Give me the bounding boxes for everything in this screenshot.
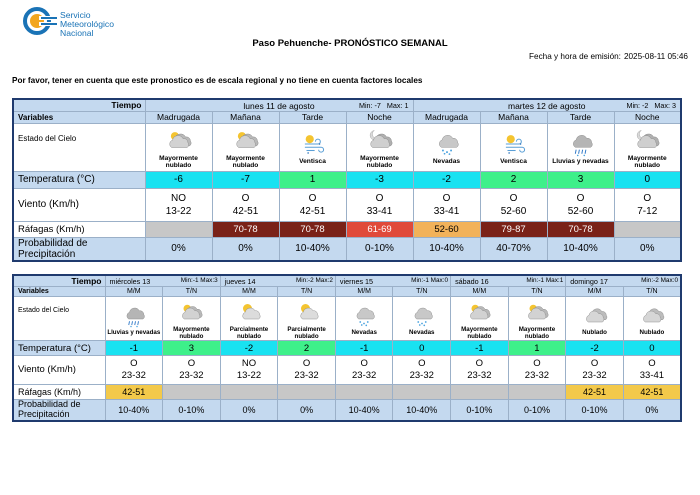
- wind-cell: [279, 188, 346, 221]
- page-title: Paso Pehuenche- PRONÓSTICO SEMANAL: [252, 38, 448, 49]
- emission-value: 2025-08-11 05:46: [623, 52, 688, 61]
- temperature-cell: 3: [547, 171, 614, 188]
- gust-cell: [278, 385, 336, 400]
- cloudy-night-icon: [365, 128, 395, 154]
- gust-cell: [508, 385, 566, 400]
- wind-speed: 42-51: [299, 205, 326, 217]
- gust-cell: [145, 221, 212, 237]
- wind-direction: O: [648, 358, 656, 369]
- precip-probability-cell: 0%: [278, 400, 336, 421]
- sky-cell: [346, 123, 413, 171]
- gust-cell: [451, 385, 509, 400]
- temperature-cell: 0: [623, 341, 681, 356]
- wind-direction: O: [442, 192, 451, 204]
- wind-direction: NO: [171, 192, 186, 204]
- temperature-cell: 0: [393, 341, 451, 356]
- temperature-cell: 3: [163, 341, 221, 356]
- gust-cell: [220, 385, 278, 400]
- row-label-probabilidad: Probabilidad de Precipitación: [13, 237, 145, 261]
- wind-speed: 7-12: [637, 205, 658, 217]
- cloudy-sun-icon: [164, 128, 194, 154]
- sky-label: Lluvias y nevadas: [107, 329, 161, 336]
- day-header: [145, 99, 413, 111]
- wind-direction: O: [643, 192, 652, 204]
- period-header: M/M: [105, 287, 163, 297]
- gust-cell: 70-78: [279, 221, 346, 237]
- temperature-cell: -2: [413, 171, 480, 188]
- tiempo-header: [13, 99, 145, 111]
- sky-label: Nevadas: [432, 158, 461, 166]
- gust-cell: [335, 385, 393, 400]
- precip-probability-cell: 0-10%: [346, 237, 413, 261]
- sky-label: Mayormente nublado: [360, 154, 399, 169]
- wind-cell: [105, 356, 163, 385]
- wind-direction: O: [375, 192, 384, 204]
- day-header: [566, 275, 681, 287]
- wind-cell: [508, 356, 566, 385]
- temperature-cell: -2: [220, 341, 278, 356]
- wind-direction: O: [187, 358, 196, 369]
- emission-date: [526, 52, 688, 61]
- wind-speed: 23-32: [121, 370, 146, 381]
- wind-cell: [212, 188, 279, 221]
- day-name: lunes 11 de agosto: [243, 101, 315, 111]
- wind-speed: 33-41: [366, 205, 393, 217]
- sky-label: Lluvias y nevadas: [552, 158, 609, 166]
- wind-cell: [547, 188, 614, 221]
- period-header: Noche: [346, 111, 413, 123]
- cloud-icon: [582, 304, 608, 328]
- day-header: [413, 99, 681, 111]
- period-header: Tarde: [279, 111, 346, 123]
- wind-speed: 23-32: [409, 370, 434, 381]
- sky-label: Mayormente nublado: [226, 154, 265, 169]
- sky-label: Parcialmente nublado: [229, 325, 269, 340]
- snow-icon: [432, 131, 462, 157]
- gust-cell: 70-78: [212, 221, 279, 237]
- period-header: Tarde: [547, 111, 614, 123]
- period-header: T/N: [393, 287, 451, 297]
- precip-probability-cell: 0-10%: [566, 400, 624, 421]
- sky-cell: [220, 297, 278, 341]
- blowing-snow-icon: [499, 131, 529, 157]
- wind-speed: 33-41: [433, 205, 460, 217]
- sky-label: Mayormente nublado: [159, 154, 198, 169]
- day-header: [451, 275, 566, 287]
- period-header: Mañana: [212, 111, 279, 123]
- precip-probability-cell: 0-10%: [163, 400, 221, 421]
- sky-label: Nevadas: [409, 329, 435, 336]
- day-minmax: Min: -2 Max: 3: [626, 101, 676, 110]
- gust-cell: 79-87: [480, 221, 547, 237]
- blowing-snow-icon: [298, 131, 328, 157]
- day-minmax: Min:-1 Max:1: [526, 277, 564, 284]
- sky-label: Mayormente nublado: [518, 325, 556, 340]
- gust-cell: [393, 385, 451, 400]
- sky-cell: [279, 123, 346, 171]
- row-label-rafagas: Ráfagas (Km/h): [13, 221, 145, 237]
- sky-label: Mayormente nublado: [461, 325, 498, 340]
- wind-cell: [623, 356, 681, 385]
- wind-speed: 13-22: [236, 370, 262, 381]
- wind-cell: [451, 356, 509, 385]
- gust-cell: 52-60: [413, 221, 480, 237]
- day-name: jueves 14: [224, 277, 256, 286]
- cloudy-sun-icon: [178, 301, 204, 325]
- precip-probability-cell: 0%: [623, 400, 681, 421]
- forecast-table-short: [12, 98, 682, 262]
- wind-direction: O: [241, 192, 250, 204]
- temperature-cell: -1: [451, 341, 509, 356]
- sky-label: Ventisca: [500, 158, 527, 166]
- row-label-temperatura: Temperatura (°C): [13, 171, 145, 188]
- temperature-cell: -1: [335, 341, 393, 356]
- temperature-cell: -2: [566, 341, 624, 356]
- precip-probability-cell: 10-40%: [413, 237, 480, 261]
- wind-speed: 13-22: [165, 205, 192, 217]
- wind-speed: 33-41: [639, 370, 665, 381]
- temperature-cell: 0: [614, 171, 681, 188]
- sky-cell: [393, 297, 451, 341]
- wind-direction: O: [533, 358, 541, 369]
- gust-cell: [614, 221, 681, 237]
- day-name: viernes 15: [339, 277, 374, 286]
- day-minmax: Min:-1 Max:0: [411, 277, 449, 284]
- temperature-cell: -1: [105, 341, 163, 356]
- snow-icon: [351, 304, 377, 328]
- wind-direction: O: [418, 358, 426, 369]
- temperature-cell: -3: [346, 171, 413, 188]
- cloudy-sun-icon: [231, 128, 261, 154]
- smn-logo-icon: [22, 6, 58, 36]
- wind-cell: [335, 356, 393, 385]
- period-header: Madrugada: [145, 111, 212, 123]
- precip-probability-cell: 0%: [145, 237, 212, 261]
- cloudy-sun-icon: [524, 301, 550, 325]
- precip-probability-cell: 0%: [220, 400, 278, 421]
- day-header: [220, 275, 335, 287]
- precip-probability-cell: 10-40%: [335, 400, 393, 421]
- wind-direction: NO: [241, 358, 257, 369]
- gust-cell: 70-78: [547, 221, 614, 237]
- sky-cell: [547, 123, 614, 171]
- row-label-viento: Viento (Km/h): [13, 188, 145, 221]
- sky-cell: [623, 297, 681, 341]
- sky-cell: [508, 297, 566, 341]
- forecast-table-extended: [12, 274, 682, 422]
- rain-snow-icon: [566, 131, 596, 157]
- day-minmax: Min: -7 Max: 1: [358, 101, 409, 110]
- sky-cell: [335, 297, 393, 341]
- day-header: [335, 275, 450, 287]
- precip-probability-cell: 10-40%: [547, 237, 614, 261]
- sky-label: Ventisca: [299, 158, 326, 166]
- variables-header: Variables: [13, 287, 105, 297]
- period-header: Noche: [614, 111, 681, 123]
- tiempo-header: [13, 275, 105, 287]
- period-header: Madrugada: [413, 111, 480, 123]
- wind-direction: O: [576, 192, 585, 204]
- sky-cell: [480, 123, 547, 171]
- wind-speed: 23-32: [352, 370, 377, 381]
- wind-cell: [413, 188, 480, 221]
- temperature-cell: 2: [278, 341, 336, 356]
- period-header: M/M: [335, 287, 393, 297]
- cloudy-sun-icon: [466, 301, 492, 325]
- wind-cell: [220, 356, 278, 385]
- temperature-cell: -6: [145, 171, 212, 188]
- wind-speed: 23-32: [524, 370, 550, 381]
- sky-cell: [212, 123, 279, 171]
- precip-probability-cell: 10-40%: [105, 400, 163, 421]
- tiempo-label: Tiempo: [71, 276, 102, 286]
- sky-label: Mayormente nublado: [627, 154, 667, 169]
- day-name: miércoles 13: [109, 277, 151, 286]
- wind-direction: O: [360, 358, 368, 369]
- wind-direction: O: [308, 192, 317, 204]
- wind-speed: 52-60: [567, 205, 594, 217]
- sky-cell: [145, 123, 212, 171]
- wind-cell: [480, 188, 547, 221]
- row-label-estado: Estado del Cielo: [13, 123, 145, 171]
- temperature-cell: -7: [212, 171, 279, 188]
- precip-probability-cell: 10-40%: [393, 400, 451, 421]
- emission-label: Fecha y hora de emisión:: [529, 52, 621, 61]
- period-header: T/N: [278, 287, 336, 297]
- wind-cell: [566, 356, 624, 385]
- sky-cell: [413, 123, 480, 171]
- rain-snow-icon: [121, 304, 147, 328]
- row-label-probabilidad: Probabilidad de Precipitación: [13, 400, 105, 421]
- cloudy-night-icon: [632, 128, 662, 154]
- gust-cell: 42-51: [623, 385, 681, 400]
- sky-cell: [163, 297, 221, 341]
- temperature-cell: 2: [480, 171, 547, 188]
- period-header: T/N: [623, 287, 681, 297]
- precip-probability-cell: 40-70%: [480, 237, 547, 261]
- period-header: M/M: [566, 287, 624, 297]
- period-header: T/N: [508, 287, 566, 297]
- day-minmax: Min:-2 Max:2: [295, 277, 333, 284]
- row-label-rafagas: Ráfagas (Km/h): [13, 385, 105, 400]
- partly-cloudy-icon: [236, 301, 262, 325]
- day-minmax: Min:-2 Max:0: [641, 277, 678, 284]
- sky-label: Nublado: [582, 329, 607, 336]
- wind-cell: [393, 356, 451, 385]
- sky-cell: [451, 297, 509, 341]
- period-header: M/M: [451, 287, 509, 297]
- wind-speed: 23-32: [467, 370, 492, 381]
- gust-cell: 61-69: [346, 221, 413, 237]
- cloud-icon: [639, 304, 665, 328]
- row-label-viento: Viento (Km/h): [13, 356, 105, 385]
- row-label-temperatura: Temperatura (°C): [13, 341, 105, 356]
- wind-speed: 23-32: [582, 370, 607, 381]
- snow-icon: [409, 304, 435, 328]
- wind-cell: [145, 188, 212, 221]
- variables-header: Variables: [13, 111, 145, 123]
- wind-cell: [614, 188, 681, 221]
- sky-cell: [105, 297, 163, 341]
- wind-cell: [278, 356, 336, 385]
- precip-probability-cell: 0-10%: [508, 400, 566, 421]
- wind-cell: [346, 188, 413, 221]
- tiempo-label: Tiempo: [111, 100, 142, 111]
- period-header: Mañana: [480, 111, 547, 123]
- sky-label: Nublado: [639, 329, 665, 336]
- wind-direction: O: [475, 358, 484, 369]
- sky-label: Nevadas: [351, 329, 377, 336]
- sky-label: Parcialmente nublado: [287, 325, 326, 340]
- precip-probability-cell: 10-40%: [279, 237, 346, 261]
- day-header: [105, 275, 220, 287]
- partly-cloudy-icon: [294, 301, 320, 325]
- day-name: domingo 17: [570, 277, 608, 286]
- wind-direction: O: [509, 192, 518, 204]
- wind-speed: 42-51: [232, 205, 259, 217]
- wind-cell: [163, 356, 221, 385]
- day-name: sábado 16: [455, 277, 489, 286]
- smn-logo-text: Servicio Meteorológico Nacional: [60, 10, 114, 38]
- period-header: T/N: [163, 287, 221, 297]
- wind-direction: O: [302, 358, 311, 369]
- gust-cell: 42-51: [566, 385, 624, 400]
- gust-cell: [163, 385, 221, 400]
- temperature-cell: 1: [508, 341, 566, 356]
- precip-probability-cell: 0-10%: [451, 400, 509, 421]
- wind-direction: O: [130, 358, 138, 369]
- sky-cell: [566, 297, 624, 341]
- sky-label: Mayormente nublado: [173, 325, 210, 340]
- wind-speed: 23-32: [179, 370, 204, 381]
- day-name: martes 12 de agosto: [508, 101, 586, 111]
- period-header: M/M: [220, 287, 278, 297]
- wind-speed: 23-32: [294, 370, 319, 381]
- precip-probability-cell: 0%: [614, 237, 681, 261]
- regional-notice: Por favor, tener en cuenta que este pronostico es de escala regional y no tiene en cuenta factores locales: [12, 76, 423, 85]
- row-label-estado: Estado del Cielo: [13, 297, 105, 341]
- precip-probability-cell: 0%: [212, 237, 279, 261]
- gust-cell: 42-51: [105, 385, 163, 400]
- wind-speed: 52-60: [500, 205, 527, 217]
- sky-cell: [278, 297, 336, 341]
- day-minmax: Min:-1 Max:3: [180, 277, 218, 284]
- temperature-cell: 1: [279, 171, 346, 188]
- sky-cell: [614, 123, 681, 171]
- wind-direction: O: [590, 358, 599, 369]
